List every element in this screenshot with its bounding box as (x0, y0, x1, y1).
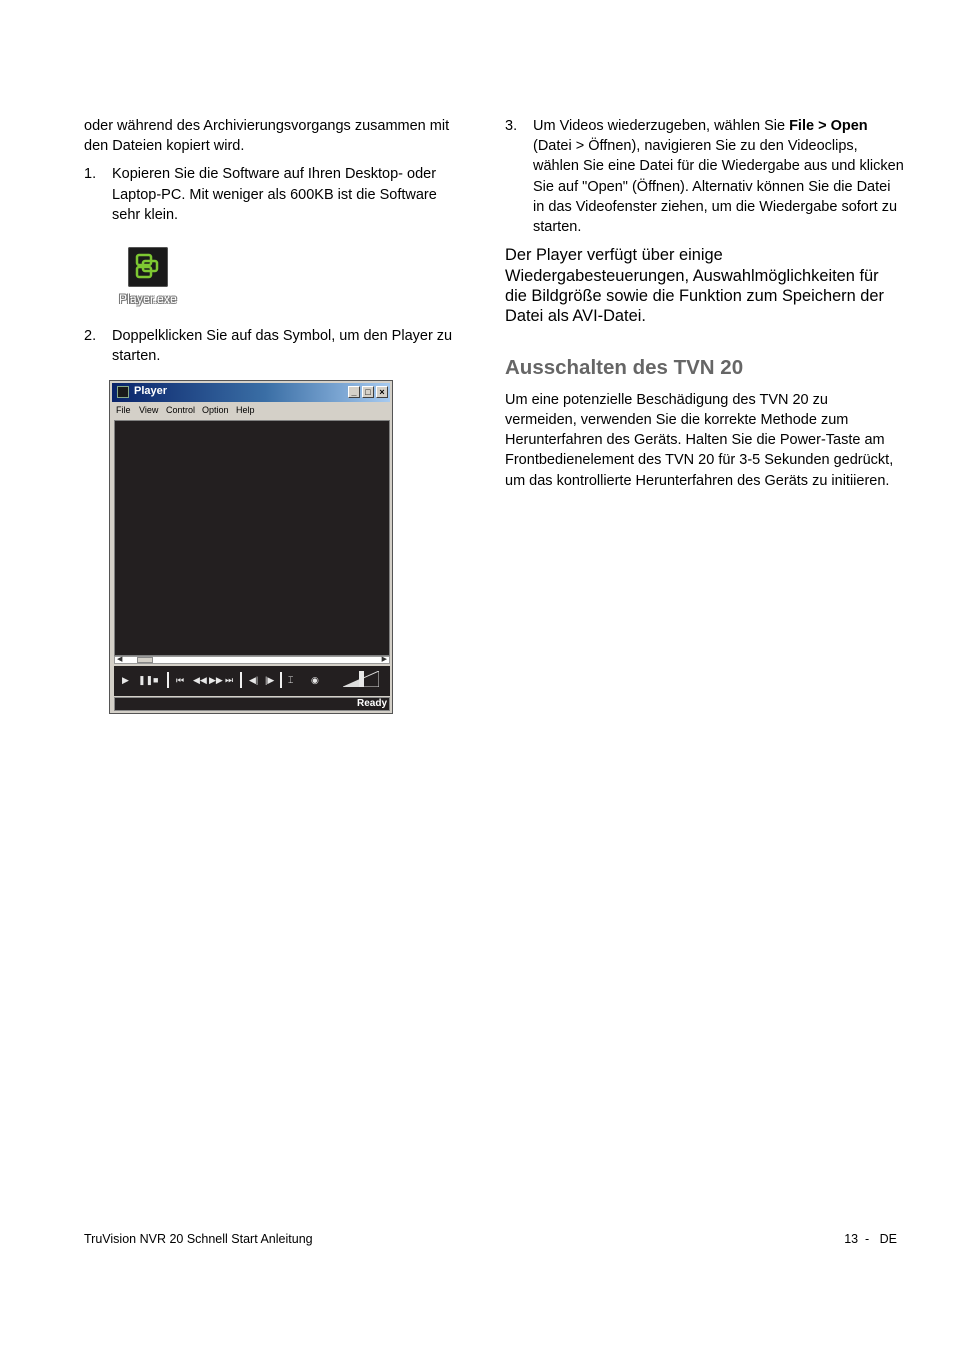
maximize-button[interactable]: □ (362, 386, 374, 398)
divider (280, 672, 282, 688)
pause-icon[interactable]: ❚❚ (138, 675, 154, 685)
status-bar (114, 697, 390, 711)
intro-paragraph: oder während des Archivierungsvorgangs zusammen mit den Dateien kopiert wird. (84, 118, 450, 155)
player-exe-icon[interactable] (128, 247, 168, 287)
slow-icon[interactable]: ◀◀ (193, 675, 207, 685)
seek-scrollbar[interactable] (114, 656, 390, 664)
section-heading: Ausschalten des TVN 20 (505, 355, 744, 379)
step-3-text-b: (Datei > Öffnen), navigieren Sie zu den Videoclips, wählen Sie eine Datei für die Wiedergabe aus und klicken Sie auf "Open" (Öffnen). Alternativ können Sie die Datei in das Videofenster ziehen, um die Wiedergabe sofort zu starten. (533, 138, 904, 236)
player-exe-label: Player.exe (118, 292, 178, 306)
menu-control[interactable]: Control (166, 405, 196, 415)
list-number: 1. (84, 166, 97, 183)
list-number: 2. (84, 328, 97, 344)
step-1-text: Kopieren Sie die Software auf Ihren Desktop- oder Laptop-PC. Mit weniger als 600KB ist die Software sehr klein. (112, 166, 437, 223)
shutdown-paragraph: Um eine potenzielle Beschädigung des TVN 20 zu vermeiden, verwenden Sie die korrekte Methode zum Herunterfahren des Geräts. Halten Sie die Power-Taste am Frontbedienelement des TVN 20 für 3-5 Sekunden gedrückt, um das kontrollierte Herunterfahren des Geräts zu initiieren. (505, 391, 894, 489)
player-controls (114, 666, 390, 696)
step-back-icon[interactable]: ◀| (249, 675, 259, 685)
video-area[interactable] (114, 420, 390, 656)
sound-icon[interactable]: ◉ (311, 675, 319, 685)
last-frame-icon[interactable]: ⏭ (225, 675, 234, 685)
menu-file[interactable]: File (116, 405, 131, 415)
status-text: Ready (356, 698, 387, 709)
menu-option[interactable]: Option (202, 405, 229, 415)
player-titlebar (112, 383, 390, 402)
step-2-text: Doppelklicken Sie auf das Symbol, um den Player zu starten. (112, 328, 453, 365)
play-icon[interactable]: ▶ (122, 675, 129, 685)
footer-title: TruVision NVR 20 Schnell Start Anleitung (84, 1232, 313, 1246)
seek-thumb[interactable] (137, 657, 153, 663)
right-column (505, 116, 905, 491)
fast-icon[interactable]: ▶▶ (209, 675, 223, 685)
first-frame-icon[interactable]: ⏮ (176, 675, 185, 685)
player-app-icon (117, 386, 129, 398)
step-3-text-a: Um Videos wiederzugeben, wählen Sie (533, 118, 790, 134)
menu-view[interactable]: View (139, 405, 159, 415)
volume-slider[interactable] (343, 671, 379, 687)
player-title: Player (134, 385, 168, 397)
close-button[interactable]: × (376, 386, 388, 398)
left-column (84, 116, 469, 225)
footer-page-number: 13 - DE (844, 1232, 897, 1246)
list-item-step-3 (505, 116, 905, 237)
stop-icon[interactable]: ■ (153, 675, 159, 685)
player-menubar (112, 404, 390, 418)
minimize-button[interactable]: _ (348, 386, 360, 398)
step-3-menu-path: File > Open (789, 118, 868, 134)
capture-icon[interactable]: ⌶ (288, 675, 294, 685)
scroll-left-icon[interactable]: ◀ (117, 656, 123, 663)
player-window (109, 380, 393, 714)
divider (240, 672, 242, 688)
player-features-paragraph: Der Player verfügt über einige Wiedergabesteuerungen, Auswahlmöglichkeiten für die Bildgröße sowie die Funktion zum Speichern der Datei als AVI-Datei. (505, 246, 885, 326)
list-item-step-1 (84, 164, 469, 225)
step-forward-icon[interactable]: |▶ (265, 675, 275, 685)
scroll-right-icon[interactable]: ▶ (381, 656, 387, 663)
list-number: 3. (505, 118, 518, 134)
menu-help[interactable]: Help (236, 405, 255, 415)
list-item-step-2 (84, 326, 497, 366)
divider (167, 672, 169, 688)
